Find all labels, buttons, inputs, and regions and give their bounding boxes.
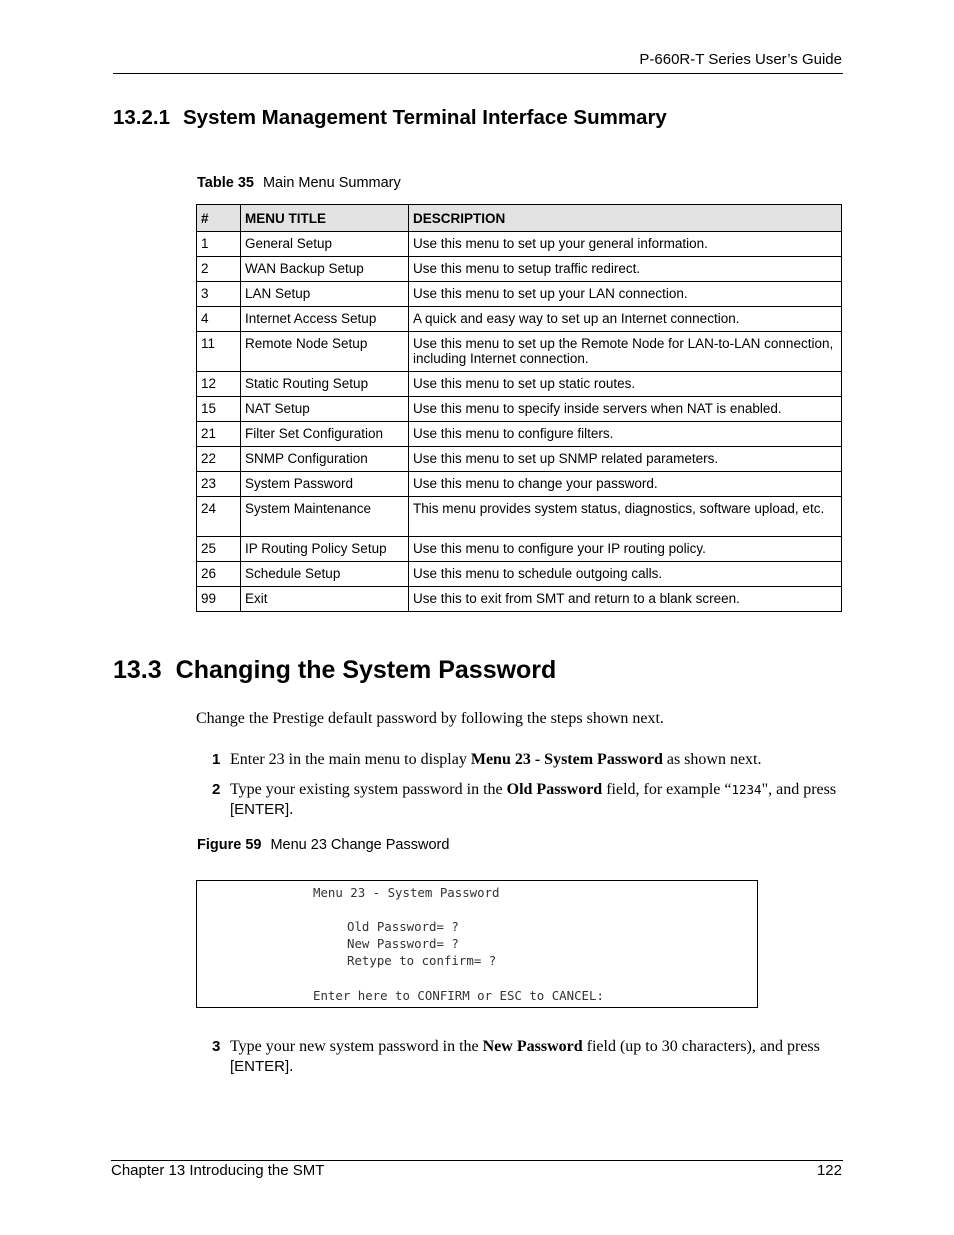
cell-number: 23 bbox=[197, 472, 241, 497]
cell-number: 1 bbox=[197, 232, 241, 257]
step-1 bbox=[212, 750, 852, 770]
cell-description: Use this to exit from SMT and return to a blank screen. bbox=[409, 587, 842, 612]
cell-menu-title: Schedule Setup bbox=[241, 562, 409, 587]
table-caption bbox=[197, 175, 401, 191]
cell-menu-title: Static Routing Setup bbox=[241, 372, 409, 397]
cell-menu-title: LAN Setup bbox=[241, 282, 409, 307]
cell-description: Use this menu to setup traffic redirect. bbox=[409, 257, 842, 282]
table-row bbox=[197, 282, 842, 307]
cell-menu-title: Internet Access Setup bbox=[241, 307, 409, 332]
table-row bbox=[197, 537, 842, 562]
step-text-part: field (up to 30 characters), and press bbox=[582, 1038, 820, 1055]
cell-number: 24 bbox=[197, 497, 241, 537]
cell-description: Use this menu to change your password. bbox=[409, 472, 842, 497]
figure-caption-label: Figure 59 bbox=[197, 837, 262, 853]
header-rule bbox=[113, 73, 843, 74]
footer-page-number: 122 bbox=[816, 1162, 842, 1179]
cell-number: 3 bbox=[197, 282, 241, 307]
section-heading-13-2-1 bbox=[113, 106, 667, 130]
table-row bbox=[197, 422, 842, 447]
table-row bbox=[197, 372, 842, 397]
column-header-number: # bbox=[197, 205, 241, 232]
new-password-field: New Password= ? bbox=[347, 936, 459, 951]
step-menu-name: Menu 23 - System Password bbox=[470, 751, 663, 768]
cell-menu-title: WAN Backup Setup bbox=[241, 257, 409, 282]
cell-number: 15 bbox=[197, 397, 241, 422]
cell-menu-title: IP Routing Policy Setup bbox=[241, 537, 409, 562]
cell-number: 2 bbox=[197, 257, 241, 282]
step-number: 2 bbox=[212, 781, 221, 798]
terminal-screen bbox=[196, 880, 758, 1008]
step-number: 1 bbox=[212, 751, 221, 768]
cell-number: 22 bbox=[197, 447, 241, 472]
step-text bbox=[230, 780, 852, 820]
table-row bbox=[197, 472, 842, 497]
cell-description: Use this menu to specify inside servers when NAT is enabled. bbox=[409, 397, 842, 422]
table-row bbox=[197, 562, 842, 587]
section-title: Changing the System Password bbox=[175, 656, 557, 684]
step-field-name: New Password bbox=[482, 1038, 583, 1055]
step-text-part: . bbox=[289, 1058, 294, 1075]
table-row bbox=[197, 257, 842, 282]
cell-menu-title: SNMP Configuration bbox=[241, 447, 409, 472]
step-text bbox=[230, 1037, 852, 1077]
cell-description: Use this menu to set up your LAN connection. bbox=[409, 282, 842, 307]
step-text-part: Type your new system password in the bbox=[230, 1038, 483, 1055]
step-3 bbox=[212, 1037, 852, 1077]
enter-key: [ENTER] bbox=[230, 1058, 290, 1075]
enter-key: [ENTER] bbox=[230, 801, 290, 818]
cell-description: Use this menu to schedule outgoing calls. bbox=[409, 562, 842, 587]
step-text-part: Type your existing system password in the bbox=[230, 781, 507, 798]
cell-number: 21 bbox=[197, 422, 241, 447]
step-text-part: ", and press bbox=[761, 781, 837, 798]
cell-number: 26 bbox=[197, 562, 241, 587]
cell-menu-title: System Password bbox=[241, 472, 409, 497]
retype-confirm-field: Retype to confirm= ? bbox=[347, 953, 497, 968]
cell-description: Use this menu to set up static routes. bbox=[409, 372, 842, 397]
cell-menu-title: General Setup bbox=[241, 232, 409, 257]
figure-caption bbox=[197, 837, 449, 853]
old-password-field: Old Password= ? bbox=[347, 919, 459, 934]
cell-description: A quick and easy way to set up an Internet connection. bbox=[409, 307, 842, 332]
column-header-menu-title: MENU TITLE bbox=[241, 205, 409, 232]
cell-description: Use this menu to configure filters. bbox=[409, 422, 842, 447]
table-row bbox=[197, 397, 842, 422]
cell-description: Use this menu to set up your general information. bbox=[409, 232, 842, 257]
step-text-part: as shown next. bbox=[662, 751, 762, 768]
cell-menu-title: Exit bbox=[241, 587, 409, 612]
cell-number: 4 bbox=[197, 307, 241, 332]
table-row bbox=[197, 587, 842, 612]
cell-description: Use this menu to set up SNMP related parameters. bbox=[409, 447, 842, 472]
table-row bbox=[197, 332, 842, 372]
running-header-title: P-660R-T Series User’s Guide bbox=[639, 51, 842, 68]
cell-menu-title: NAT Setup bbox=[241, 397, 409, 422]
figure-caption-text: Menu 23 Change Password bbox=[270, 837, 450, 853]
footer-chapter: Chapter 13 Introducing the SMT bbox=[111, 1162, 325, 1179]
step-text-part: field, for example “ bbox=[602, 781, 732, 798]
step-number: 3 bbox=[212, 1038, 221, 1055]
terminal-title: Menu 23 - System Password bbox=[313, 885, 500, 900]
terminal-prompt: Enter here to CONFIRM or ESC to CANCEL: bbox=[313, 988, 604, 1003]
cell-description: Use this menu to configure your IP routing policy. bbox=[409, 537, 842, 562]
cell-menu-title: Filter Set Configuration bbox=[241, 422, 409, 447]
step-text-part: . bbox=[289, 801, 294, 818]
section-title: System Management Terminal Interface Summary bbox=[183, 106, 667, 129]
intro-paragraph: Change the Prestige default password by following the steps shown next. bbox=[196, 710, 664, 727]
cell-number: 99 bbox=[197, 587, 241, 612]
table-row bbox=[197, 447, 842, 472]
cell-description: This menu provides system status, diagnostics, software upload, etc. bbox=[409, 497, 842, 537]
footer-rule bbox=[111, 1160, 843, 1161]
step-2 bbox=[212, 780, 852, 820]
step-text-part: Enter 23 in the main menu to display bbox=[230, 751, 471, 768]
cell-description: Use this menu to set up the Remote Node for LAN-to-LAN connection, including Internet connection. bbox=[409, 332, 842, 372]
example-password: 1234 bbox=[731, 782, 762, 797]
cell-number: 25 bbox=[197, 537, 241, 562]
table-header-row bbox=[197, 205, 842, 232]
cell-menu-title: Remote Node Setup bbox=[241, 332, 409, 372]
step-text bbox=[230, 750, 852, 770]
column-header-description: DESCRIPTION bbox=[409, 205, 842, 232]
cell-number: 12 bbox=[197, 372, 241, 397]
section-heading-13-3 bbox=[113, 656, 556, 685]
cell-number: 11 bbox=[197, 332, 241, 372]
section-number: 13.3 bbox=[113, 656, 162, 684]
table-caption-label: Table 35 bbox=[197, 175, 254, 191]
table-row bbox=[197, 232, 842, 257]
step-field-name: Old Password bbox=[506, 781, 603, 798]
table-row bbox=[197, 497, 842, 537]
main-menu-summary-table bbox=[196, 204, 842, 612]
section-number: 13.2.1 bbox=[113, 106, 170, 129]
cell-menu-title: System Maintenance bbox=[241, 497, 409, 537]
table-caption-text: Main Menu Summary bbox=[262, 175, 401, 191]
table-row bbox=[197, 307, 842, 332]
